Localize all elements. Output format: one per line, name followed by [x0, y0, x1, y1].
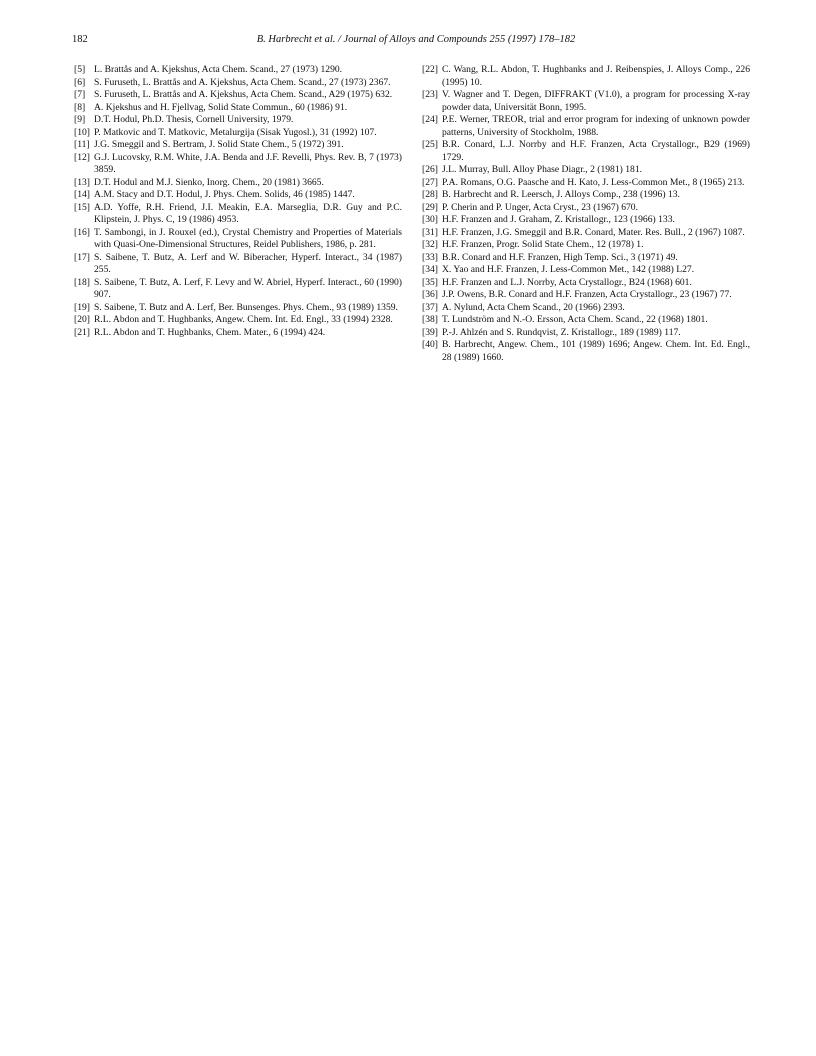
reference-number: [28] [422, 189, 438, 200]
reference-entry [76, 202, 402, 227]
reference-text: J.G. Smeggil and S. Bertram, J. Solid State Chem., 5 (1972) 391. [94, 139, 344, 150]
reference-number: [5] [74, 64, 86, 75]
reference-entry [424, 177, 750, 190]
reference-entry [424, 214, 750, 227]
reference-number: [40] [422, 339, 438, 350]
reference-number: [18] [74, 276, 90, 288]
reference-entry [76, 77, 402, 90]
reference-text: H.F. Franzen and J. Graham, Z. Kristallogr., 123 (1966) 133. [442, 214, 675, 225]
reference-entry [76, 139, 402, 152]
reference-text: S. Furuseth, L. Brattås and A. Kjekshus, Acta Chem. Scand., A29 (1975) 632. [94, 89, 393, 100]
reference-entry [76, 152, 402, 177]
reference-entry [424, 139, 750, 164]
reference-entry [424, 164, 750, 177]
reference-text: R.L. Abdon and T. Hughbanks, Chem. Mater., 6 (1994) 424. [94, 326, 326, 338]
reference-text: C. Wang, R.L. Abdon, T. Hughbanks and J. Reibenspies, J. Alloys Comp., 226 (1995) 10. [442, 64, 750, 88]
reference-text: B.R. Conard, L.J. Norrby and H.F. Franzen, Acta Crystallogr., B29 (1969) 1729. [442, 139, 750, 163]
reference-text: T. Sambongi, in J. Rouxel (ed.), Crystal Chemistry and Properties of Materials with Quasi-One-Dimensional Structures, Reidel Publishers, 1986, p. 281. [94, 226, 402, 250]
reference-entry [424, 302, 750, 315]
reference-number: [31] [422, 226, 438, 238]
reference-entry [76, 314, 402, 327]
reference-number: [22] [422, 64, 438, 75]
reference-entry [424, 277, 750, 290]
reference-entry [424, 64, 750, 89]
reference-text: P.-J. Ahlzén and S. Rundqvist, Z. Kristallogr., 189 (1989) 117. [442, 326, 681, 338]
reference-entry [76, 177, 402, 190]
reference-number: [32] [422, 239, 438, 250]
reference-text: P.A. Romans, O.G. Paasche and H. Kato, J. Less-Common Met., 8 (1965) 213. [442, 176, 745, 188]
reference-entry [76, 277, 402, 302]
reference-entry [76, 252, 402, 277]
reference-number: [34] [422, 264, 438, 275]
reference-text: P. Cherin and P. Unger, Acta Cryst., 23 (1967) 670. [442, 201, 639, 213]
reference-entry [76, 89, 402, 102]
reference-text: H.F. Franzen, Progr. Solid State Chem., 12 (1978) 1. [442, 239, 644, 250]
reference-text: L. Brattås and A. Kjekshus, Acta Chem. Scand., 27 (1973) 1290. [94, 64, 343, 75]
reference-entry [424, 189, 750, 202]
reference-entry [76, 327, 402, 340]
reference-entry [424, 314, 750, 327]
reference-number: [27] [422, 176, 438, 188]
reference-text: S. Furuseth, L. Brattås and A. Kjekshus, Acta Chem. Scand., 27 (1973) 2367. [94, 76, 391, 88]
reference-text: T. Lundström and N.-O. Ersson, Acta Chem. Scand., 22 (1968) 1801. [442, 314, 708, 325]
reference-entry [424, 114, 750, 139]
reference-number: [11] [74, 139, 90, 150]
reference-text: P. Matkovic and T. Matkovic, Metalurgija (Sisak Yugosl.), 31 (1992) 107. [94, 126, 377, 138]
reference-text: H.F. Franzen, J.G. Smeggil and B.R. Conard, Mater. Res. Bull., 2 (1967) 1087. [442, 226, 745, 238]
reference-number: [24] [422, 114, 438, 125]
reference-entry [424, 252, 750, 265]
reference-entry [76, 302, 402, 315]
reference-number: [29] [422, 201, 438, 213]
reference-number: [25] [422, 139, 438, 150]
reference-number: [20] [74, 314, 90, 325]
references-column-right [424, 64, 750, 364]
reference-entry [424, 227, 750, 240]
reference-number: [37] [422, 301, 438, 313]
reference-number: [33] [422, 251, 438, 263]
reference-text: D.T. Hodul, Ph.D. Thesis, Cornell University, 1979. [94, 114, 294, 125]
reference-entry [424, 327, 750, 340]
reference-text: S. Saibene, T. Butz and A. Lerf, Ber. Bunsenges. Phys. Chem., 93 (1989) 1359. [94, 301, 398, 313]
reference-text: D.T. Hodul and M.J. Sienko, Inorg. Chem., 20 (1981) 3665. [94, 176, 324, 188]
reference-number: [17] [74, 251, 90, 263]
reference-text: S. Saibene, T. Butz, A. Lerf and W. Biberacher, Hyperf. Interact., 34 (1987) 255. [94, 251, 402, 275]
reference-text: A.M. Stacy and D.T. Hodul, J. Phys. Chem. Solids, 46 (1985) 1447. [94, 189, 355, 200]
references-column-left [76, 64, 402, 339]
reference-text: A. Nylund, Acta Chem Scand., 20 (1966) 2393. [442, 301, 625, 313]
running-head: B. Harbrecht et al. / Journal of Alloys and Compounds 255 (1997) 178–182 [256, 34, 576, 45]
reference-number: [9] [74, 114, 86, 125]
reference-number: [30] [422, 214, 438, 225]
reference-text: S. Saibene, T. Butz, A. Lerf, F. Levy and W. Abriel, Hyperf. Interact., 60 (1990) 907. [94, 276, 402, 300]
reference-text: B. Harbrecht and R. Leersch, J. Alloys Comp., 238 (1996) 13. [442, 189, 680, 200]
reference-number: [10] [74, 126, 90, 138]
reference-text: R.L. Abdon and T. Hughbanks, Angew. Chem. Int. Ed. Engl., 33 (1994) 2328. [94, 314, 393, 325]
reference-text: V. Wagner and T. Degen, DIFFRAKT (V1.0), a program for processing X-ray powder data, Universität Bonn, 1995. [442, 89, 750, 113]
reference-text: B.R. Conard and H.F. Franzen, High Temp. Sci., 3 (1971) 49. [442, 251, 678, 263]
reference-entry [76, 64, 402, 77]
reference-entry [76, 227, 402, 252]
reference-text: J.L. Murray, Bull. Alloy Phase Diagr., 2 (1981) 181. [442, 164, 643, 175]
reference-text: P.E. Werner, TREOR, trial and error program for indexing of unknown powder patterns, University of Stockholm, 1988. [442, 114, 750, 138]
reference-number: [13] [74, 176, 90, 188]
reference-number: [19] [74, 301, 90, 313]
page-header [72, 34, 760, 48]
reference-entry [76, 189, 402, 202]
reference-text: A.D. Yoffe, R.H. Friend, J.I. Meakin, E.A. Marseglia, D.R. Guy and P.C. Klipstein, J. Phys. C, 19 (1986) 4953. [94, 201, 402, 225]
reference-number: [36] [422, 289, 438, 300]
reference-number: [6] [74, 76, 86, 88]
reference-number: [21] [74, 326, 90, 338]
reference-number: [38] [422, 314, 438, 325]
reference-number: [14] [74, 189, 90, 200]
reference-number: [7] [74, 89, 86, 100]
reference-text: H.F. Franzen and L.J. Norrby, Acta Crystallogr., B24 (1968) 601. [442, 276, 692, 288]
reference-entry [424, 89, 750, 114]
reference-entry [424, 239, 750, 252]
reference-number: [16] [74, 226, 90, 238]
reference-text: X. Yao and H.F. Franzen, J. Less-Common Met., 142 (1988) L27. [442, 264, 695, 275]
reference-text: B. Harbrecht, Angew. Chem., 101 (1989) 1696; Angew. Chem. Int. Ed. Engl., 28 (1989) 1660. [442, 339, 750, 363]
page-number: 182 [72, 34, 88, 45]
reference-number: [23] [422, 89, 438, 100]
reference-number: [39] [422, 326, 438, 338]
reference-entry [76, 102, 402, 115]
reference-entry [424, 264, 750, 277]
reference-entry [424, 289, 750, 302]
reference-entry [424, 202, 750, 215]
reference-entry [424, 339, 750, 364]
reference-text: J.P. Owens, B.R. Conard and H.F. Franzen, Acta Crystallogr., 23 (1967) 77. [442, 289, 732, 300]
reference-entry [76, 114, 402, 127]
reference-number: [8] [74, 101, 86, 113]
reference-text: A. Kjekshus and H. Fjellvag, Solid State Commun., 60 (1986) 91. [94, 101, 348, 113]
reference-number: [26] [422, 164, 438, 175]
reference-number: [12] [74, 151, 90, 163]
reference-text: G.J. Lucovsky, R.M. White, J.A. Benda and J.F. Revelli, Phys. Rev. B, 7 (1973) 3859. [94, 151, 402, 175]
reference-number: [35] [422, 276, 438, 288]
reference-entry [76, 127, 402, 140]
reference-number: [15] [74, 201, 90, 213]
